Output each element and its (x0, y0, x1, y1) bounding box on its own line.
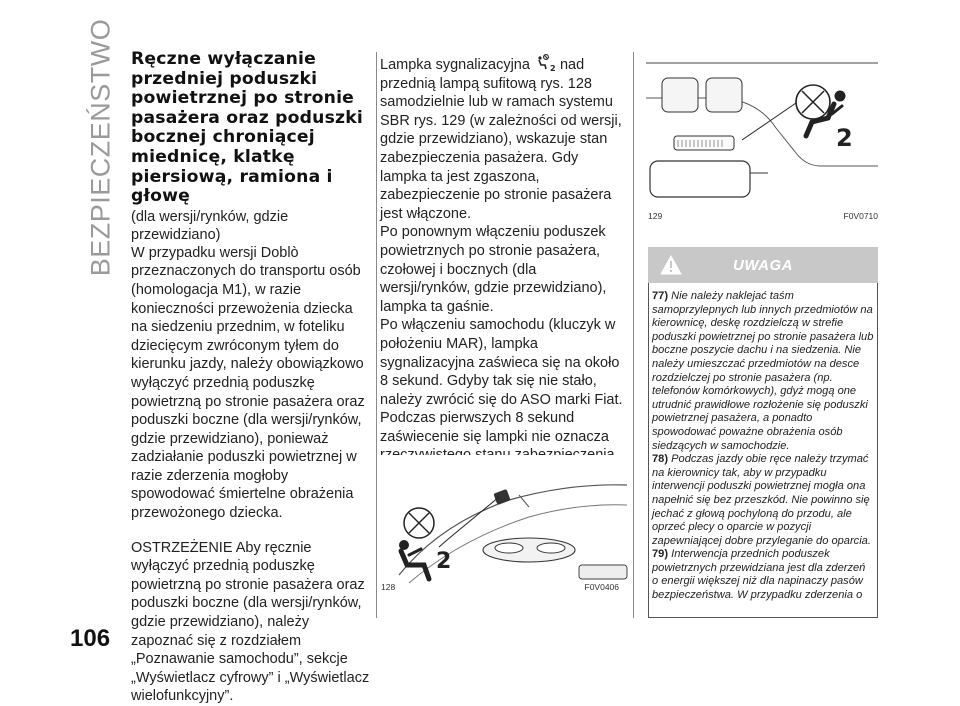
column-left (131, 50, 371, 706)
paragraph-warning-note: OSTRZEŻENIE Aby ręcznie wyłączyć przednią poduszkę powietrzną po stronie pasażera oraz poduszki boczne (dla wersji/rynków, gdzie przewidziano), należy zapoznać się z rozdziałem „Poznawanie samochodu”, sekcje „Wyświetlacz cyfrowy” i „Wyświetlacz wielofunkcyjny”. (131, 539, 370, 705)
warning-item: 78) Podczas jazdy obie ręce należy trzymać na kierownicy tak, aby w przypadku interwencji poduszki powietrznej mogła ona napełnić się bez przeszkód. Nie powinno się jechać z głową pochyloną do przodu, ale oprzeć plecy o oparcie w pozycji zapewniającej dobre przyleganie do oparcia. (652, 453, 871, 547)
warning-box (648, 247, 878, 618)
page-number: 106 (70, 625, 111, 652)
warning-item: 79) Interwencja przednich poduszek powietrznych przewidziana jest dla zderzeń o energii większej niż dla napinaczy pasów bezpieczeństwa. W przypadku zderzenia o (652, 548, 866, 602)
section-heading: Ręczne wyłączanie przedniej poduszki powietrznej po stronie pasażera oraz poduszki bocznej chroniącej miednicę, klatkę piersiową, ramiona i głowę (131, 49, 363, 207)
column-divider (633, 52, 634, 618)
figure-128-icon-label: 2 (436, 549, 452, 574)
paragraph-lamp: Lampka sygnalizacyjna 2 nad przednią lampą sufitową rys. 128 samodzielnie lub w ramach systemu SBR rys. 129 (w zależności od wersji, gdzie przewidziano), wskazuje stan zabezpieczenia pasażera. Gdy lampka ta jest zgaszona, zabezpieczenie po stronie pasażera jest włączone. (380, 54, 625, 223)
warning-title: UWAGA (733, 257, 793, 274)
figure-129-icon-label: 2 (836, 124, 853, 152)
paragraph-ignition: Po włączeniu samochodu (kluczyk w położeniu MAR), lampka sygnalizacyjna zaświeca się na około 8 sekund. Gdyby tak się nie stało, należy zwrócić się do ASO marki Fiat. (380, 317, 623, 408)
figure-128 (379, 455, 627, 610)
column-divider (376, 52, 377, 618)
figure-128-number: 128 (381, 582, 396, 592)
warning-body (648, 283, 878, 618)
figure-128-illustration (379, 455, 627, 583)
figure-129-code: F0V0710 (843, 211, 878, 221)
figure-129-number: 129 (648, 211, 663, 221)
paragraph-first-seconds: Podczas pierwszych 8 sekund zaświecenie się lampki nie oznacza (380, 410, 609, 445)
paragraph-intro: W przypadku wersji Doblò przeznaczonych do transportu osób (homologacja M1), w razie konieczności przewożenia dziecka na siedzeniu przednim, w foteliku dziecięcym zwróconym tyłem do kierunku jazdy, należy obowiązkowo wyłączyć przednią poduszkę powietrzną po stronie pasażera oraz poduszki boczne (dla wersji/rynków, gdzie przewidziano), ponieważ zadziałanie poduszki powietrznej w razie zderzenia mogłoby spowodować śmiertelne obrażenia przewożonego dziecka. (131, 244, 365, 522)
section-subheading: (dla wersji/rynków, gdzie przewidziano) (131, 208, 289, 243)
warning-item: 77) Nie należy naklejać taśm samoprzylepnych lub innych przedmiotów na kierownicę, deskę rozdzielczą w strefie poduszki powietrznej po stronie pasażera lub boczne poszycie dachu i na siedzenia. Nie należy umieszczać przedmiotów na desce rozdzielczej po stronie pasażera (np. telefonów komórkowych), gdyż mogą one utrudnić prawidłowe rozłożenie się poduszki powietrznej pasażera, a ponadto spowodować poważne obrażenia osób siedzących w samochodzie. (652, 290, 874, 452)
figure-128-code: F0V0406 (584, 582, 619, 592)
svg-text:2: 2 (549, 64, 556, 73)
warning-header (648, 247, 878, 283)
passenger-airbag-off-icon (534, 54, 556, 72)
figure-129 (646, 58, 878, 223)
section-side-label: BEZPIECZEŃSTWO (85, 18, 116, 277)
paragraph-reactivation: Po ponownym włączeniu poduszek powietrznych po stronie pasażera, czołowej i bocznych (dla wersji/rynków, gdzie przewidziano), lampka ta gaśnie. (380, 224, 607, 315)
column-middle (380, 54, 625, 521)
